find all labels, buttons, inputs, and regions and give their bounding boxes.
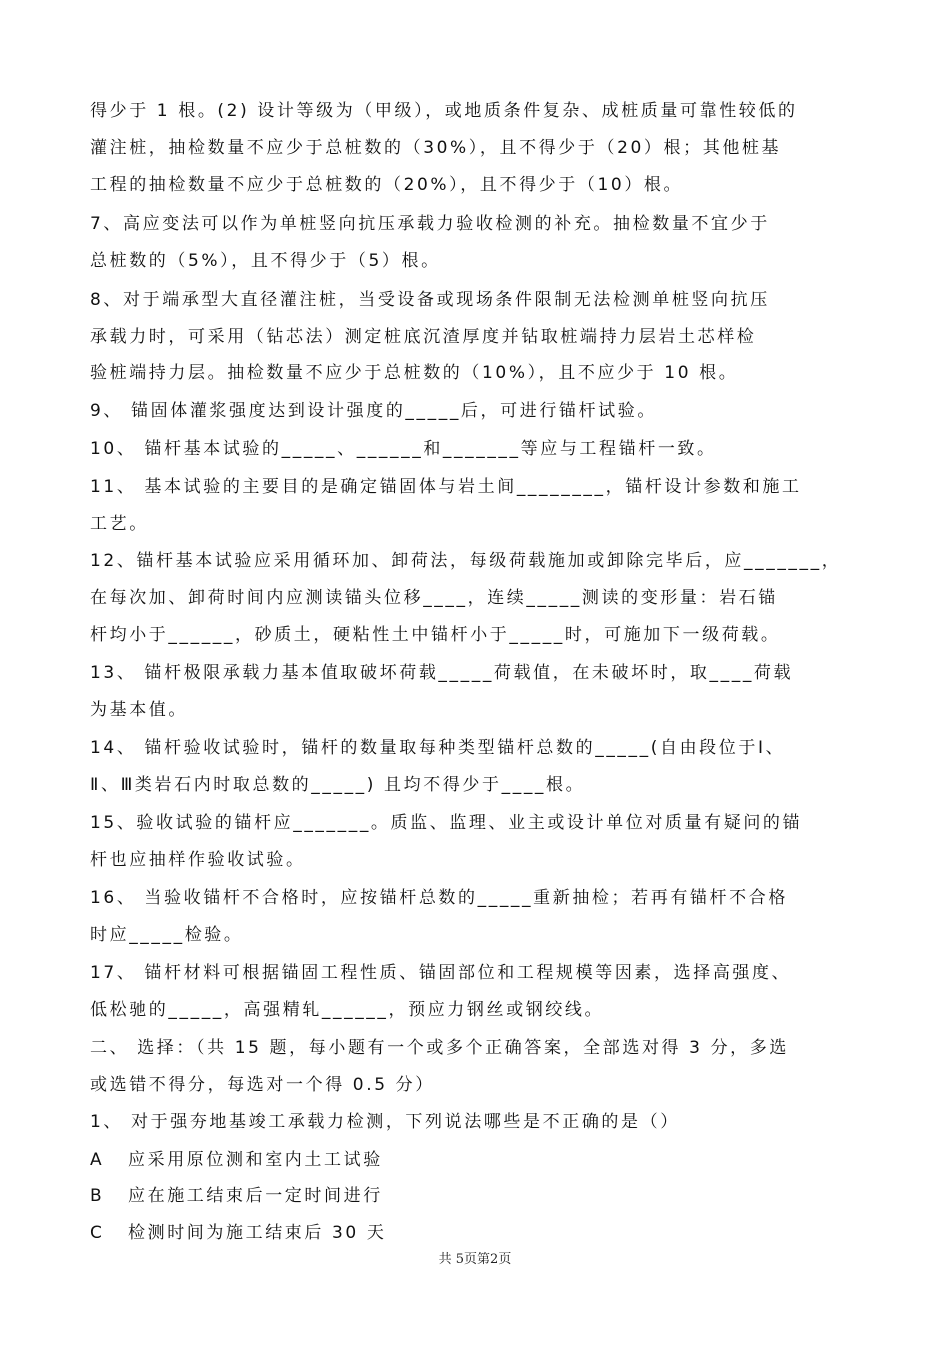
text-line: 8、对于端承型大直径灌注桩，当受设备或现场条件限制无法检测单桩竖向抗压	[90, 290, 770, 310]
question-16: 16、 当验收锚杆不合格时，应按锚杆总数的_____重新抽检；若再有锚杆不合格	[90, 888, 788, 908]
option-text: 应在施工结束后一定时间进行	[128, 1186, 383, 1206]
text-line: 总桩数的（5%），且不得少于（5）根。	[90, 251, 441, 271]
text-line: 得少于 1 根。(2) 设计等级为（甲级），或地质条件复杂、成桩质量可靠性较低的	[90, 101, 798, 121]
option-c	[90, 1218, 386, 1248]
text-line: 杆均小于______，砂质土，硬粘性土中锚杆小于_____时，可施加下一级荷载。	[90, 625, 781, 645]
option-a	[90, 1145, 383, 1175]
question-10: 10、 锚杆基本试验的_____、______和_______等应与工程锚杆一致。	[90, 439, 717, 459]
page-footer: 共 5页第2页	[438, 1252, 512, 1267]
option-text: 应采用原位测和室内土工试验	[128, 1150, 383, 1170]
text-line: 杆也应抽样作验收试验。	[90, 850, 306, 870]
option-letter: B	[90, 1186, 102, 1206]
option-letter: A	[90, 1150, 102, 1170]
section-heading: 二、 选择：（共 15 题，每小题有一个或多个正确答案，全部选对得 3 分，多选	[90, 1038, 789, 1058]
text-line: 灌注桩，抽检数量不应少于总桩数的（30%），且不得少于（20）根；其他桩基	[90, 138, 782, 158]
option-text: 检测时间为施工结束后 30 天	[128, 1223, 387, 1243]
text-line: 验桩端持力层。抽检数量不应少于总桩数的（10%），且不应少于 10 根。	[90, 363, 739, 383]
text-line: 工艺。	[90, 514, 149, 534]
text-line: 工程的抽检数量不应少于总桩数的（20%），且不得少于（10）根。	[90, 175, 684, 195]
text-line: 低松驰的_____，高强精轧______，预应力钢丝或钢绞线。	[90, 1000, 605, 1020]
option-letter: C	[90, 1223, 102, 1243]
question-11: 11、 基本试验的主要目的是确定锚固体与岩土间________，锚杆设计参数和施工	[90, 477, 802, 497]
text-line: 为基本值。	[90, 700, 188, 720]
text-line: 7、高应变法可以作为单桩竖向抗压承载力验收检测的补充。抽检数量不宜少于	[90, 214, 770, 234]
option-b	[90, 1181, 383, 1211]
text-line: 承载力时，可采用（钻芯法）测定桩底沉渣厚度并钻取桩端持力层岩土芯样检	[90, 327, 757, 347]
question-9: 9、 锚固体灌浆强度达到设计强度的_____后，可进行锚杆试验。	[90, 401, 657, 421]
question-17: 17、 锚杆材料可根据锚固工程性质、锚固部位和工程规模等因素，选择高强度、	[90, 963, 792, 983]
text-line: Ⅱ、Ⅲ类岩石内时取总数的_____) 且均不得少于____根。	[90, 775, 586, 795]
question-15: 15、验收试验的锚杆应_______。质监、监理、业主或设计单位对质量有疑问的锚	[90, 813, 803, 833]
question-14: 14、 锚杆验收试验时，锚杆的数量取每种类型锚杆总数的_____(自由段位于Ⅰ、	[90, 738, 786, 758]
question-12: 12、锚杆基本试验应采用循环加、卸荷法，每级荷载施加或卸除完毕后，应_______，	[90, 551, 842, 571]
text-line: 或选错不得分，每选对一个得 0.5 分）	[90, 1075, 435, 1095]
question-13: 13、 锚杆极限承载力基本值取破坏荷载_____荷载值，在未破坏时，取____荷载	[90, 663, 794, 683]
choice-question-1: 1、 对于强夯地基竣工承载力检测，下列说法哪些是不正确的是（）	[90, 1112, 680, 1132]
text-line: 在每次加、卸荷时间内应测读锚头位移____，连续_____测读的变形量：岩石锚	[90, 588, 778, 608]
text-line: 时应_____检验。	[90, 925, 244, 945]
